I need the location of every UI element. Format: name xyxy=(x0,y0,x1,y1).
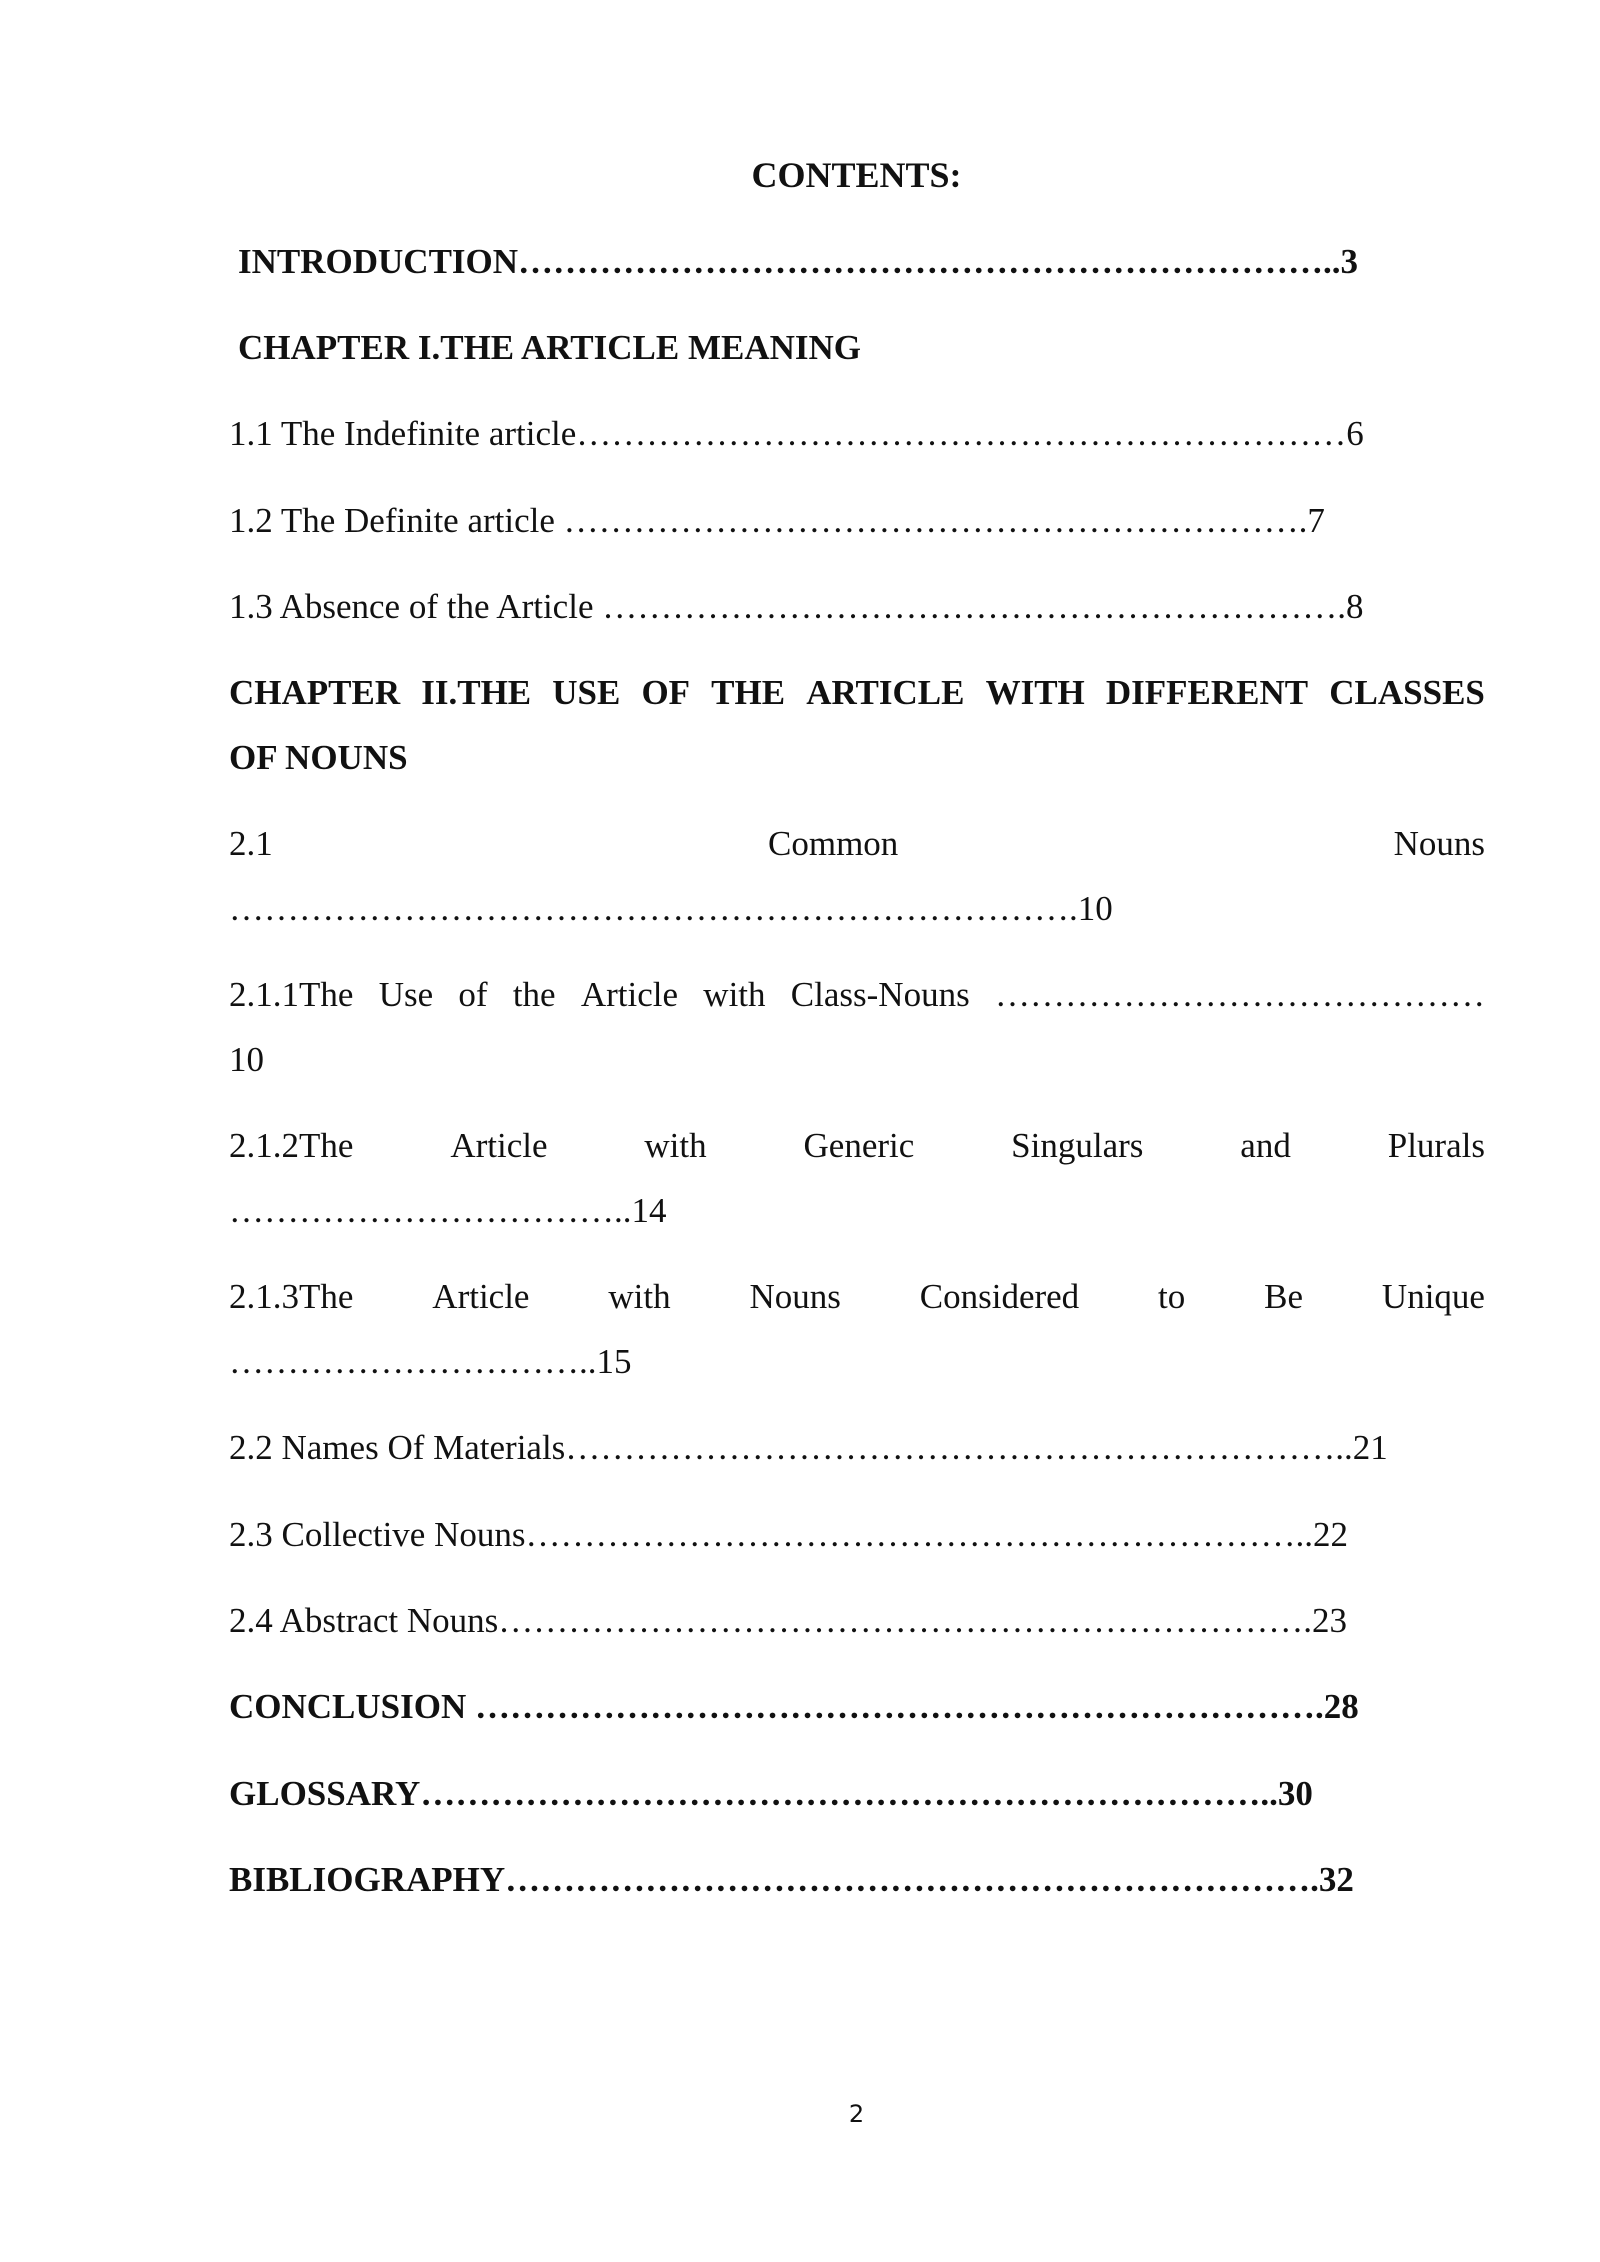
word: II.THE xyxy=(421,673,532,712)
toc-section-1-1: 1.1 The Indefinite article…………………………………………………………6 xyxy=(229,414,1364,453)
word: …………………………………… xyxy=(994,975,1485,1014)
toc-section-2-1-3-line-1 xyxy=(229,1275,1485,1319)
word: Article xyxy=(432,1277,530,1316)
justified-row xyxy=(229,822,1485,866)
word: to xyxy=(1158,1277,1186,1316)
word: Considered xyxy=(919,1277,1080,1316)
word: Singulars xyxy=(1011,1126,1144,1165)
justified-row xyxy=(229,1124,1485,1168)
word: with xyxy=(703,975,766,1014)
toc-chapter-1: CHAPTER I.THE ARTICLE MEANING xyxy=(238,328,862,367)
toc-section-2-1-1-line-2: 10 xyxy=(229,1040,264,1079)
word: with xyxy=(608,1277,671,1316)
word: Use xyxy=(378,975,434,1014)
word: 2.1 xyxy=(229,824,273,863)
word: with xyxy=(644,1126,707,1165)
toc-glossary: GLOSSARY………………………………………………………………..30 xyxy=(229,1774,1313,1813)
word: Be xyxy=(1264,1277,1304,1316)
word: 2.1.1The xyxy=(229,975,354,1014)
word: Common xyxy=(768,824,899,863)
word: 2.1.3The xyxy=(229,1277,354,1316)
word: DIFFERENT xyxy=(1105,673,1309,712)
word: OF xyxy=(641,673,691,712)
word: Generic xyxy=(803,1126,915,1165)
toc-conclusion: CONCLUSION ……………………………………………………………….28 xyxy=(229,1687,1359,1726)
word: ARTICLE xyxy=(806,673,965,712)
toc-section-2-1-line-1 xyxy=(229,822,1485,866)
toc-section-2-1-2-line-2: ……………………………..14 xyxy=(229,1191,667,1230)
justified-row xyxy=(229,1275,1485,1319)
word: and xyxy=(1240,1126,1291,1165)
justified-row xyxy=(229,671,1485,715)
word: CLASSES xyxy=(1329,673,1485,712)
word: Nouns xyxy=(749,1277,841,1316)
contents-title: CONTENTS: xyxy=(751,155,962,195)
word: 2.1.2The xyxy=(229,1126,354,1165)
word: USE xyxy=(552,673,621,712)
toc-section-2-1-3-line-2: …………………………..15 xyxy=(229,1342,632,1381)
toc-chapter-2-line-1 xyxy=(229,671,1485,715)
justified-row xyxy=(229,973,1485,1017)
toc-section-1-2: 1.2 The Definite article ……………………………………………………….7 xyxy=(229,501,1325,540)
toc-chapter-2-line-2: OF NOUNS xyxy=(229,738,408,777)
toc-section-2-1-1-line-1 xyxy=(229,973,1485,1017)
word: Article xyxy=(450,1126,548,1165)
toc-section-2-2: 2.2 Names Of Materials…………………………………………………………..21 xyxy=(229,1428,1388,1467)
toc-introduction: INTRODUCTION……………………………………………………………..3 xyxy=(238,242,1359,281)
toc-section-2-4: 2.4 Abstract Nouns…………………………………………………………….23 xyxy=(229,1601,1348,1640)
toc-section-2-3: 2.3 Collective Nouns…………………………………………………………..22 xyxy=(229,1515,1348,1554)
word: Article xyxy=(580,975,679,1014)
word: Plurals xyxy=(1387,1126,1485,1165)
word: the xyxy=(512,975,556,1014)
toc-section-2-1-2-line-1 xyxy=(229,1124,1485,1168)
word: Nouns xyxy=(1393,824,1485,863)
toc-section-2-1-line-2: ……………………………………………………………….10 xyxy=(229,889,1113,928)
word: THE xyxy=(711,673,786,712)
word: of xyxy=(458,975,488,1014)
toc-section-1-3: 1.3 Absence of the Article ……………………………………………………….8 xyxy=(229,587,1364,626)
word: Unique xyxy=(1381,1277,1485,1316)
word: Class-Nouns xyxy=(790,975,970,1014)
page-number: 2 xyxy=(848,2100,865,2128)
toc-bibliography: BIBLIOGRAPHY…………………………………………………………….32 xyxy=(229,1860,1354,1899)
word: CHAPTER xyxy=(229,673,401,712)
word: WITH xyxy=(985,673,1085,712)
